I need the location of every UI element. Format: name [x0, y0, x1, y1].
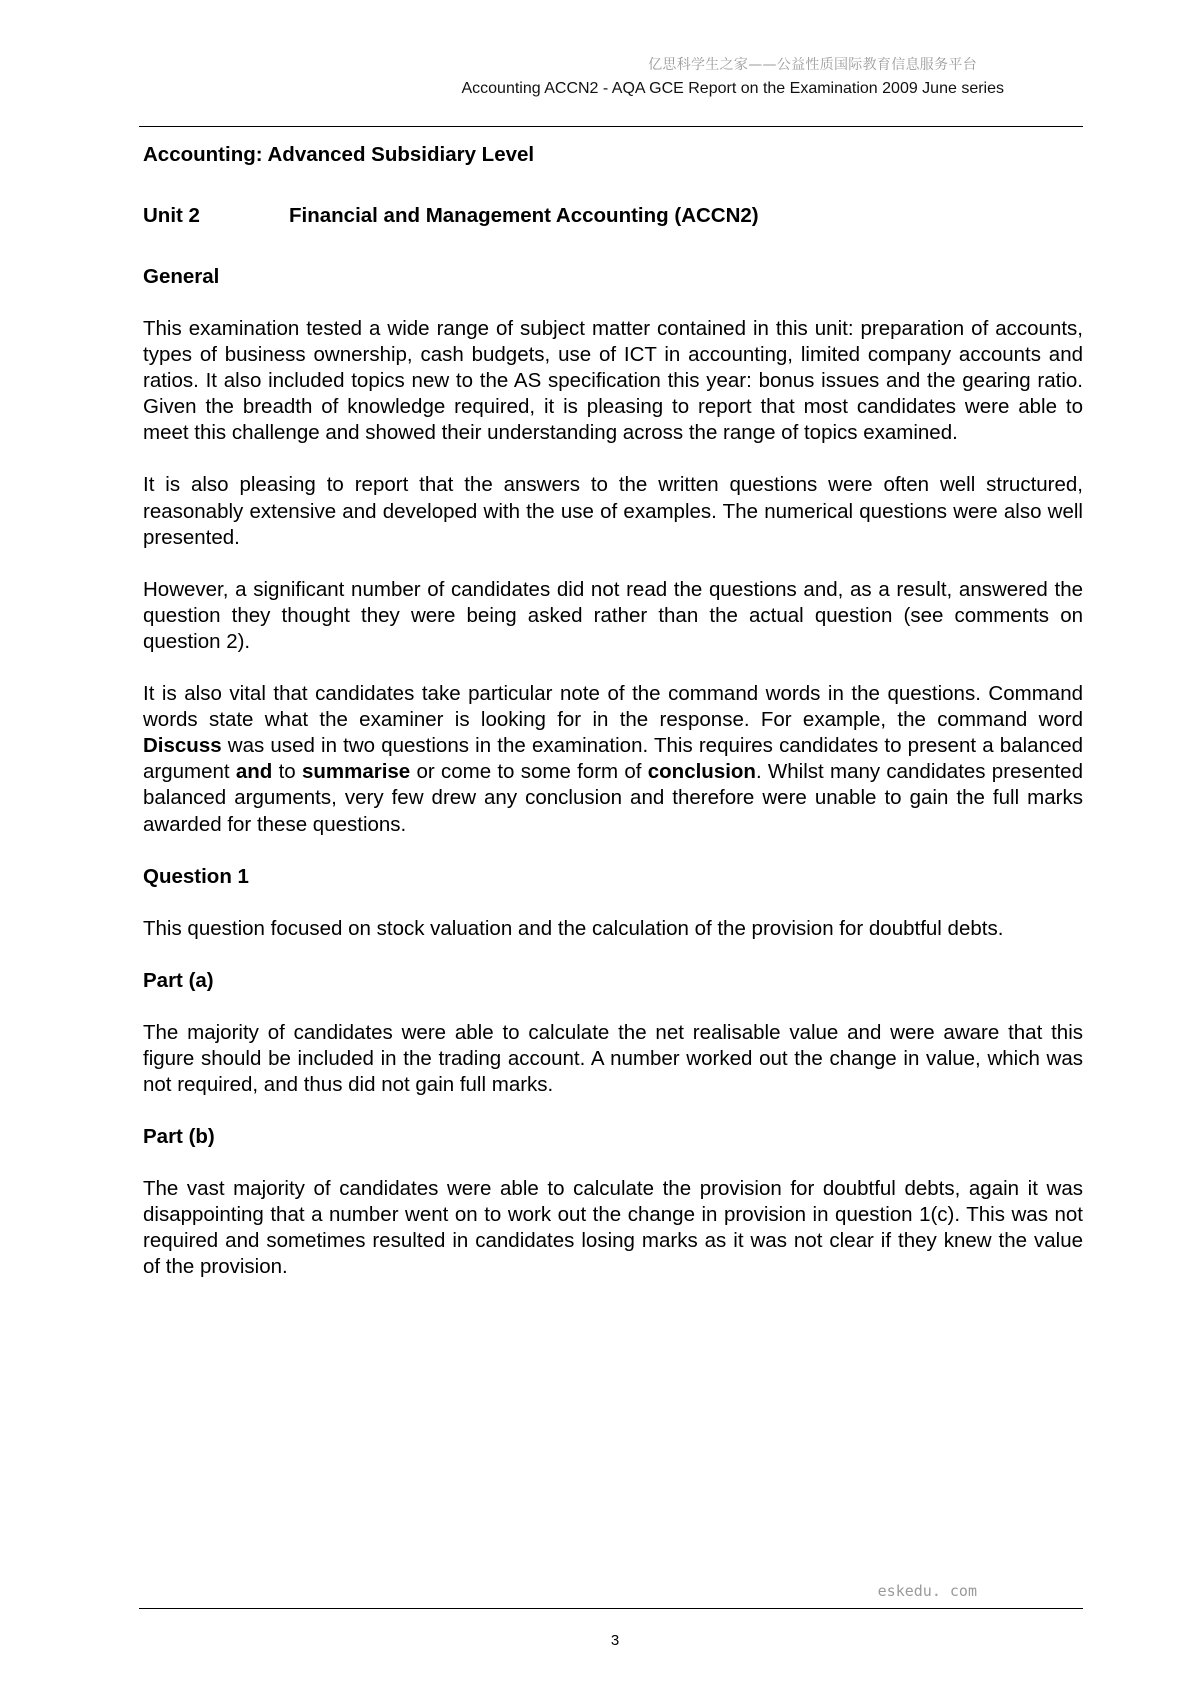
running-header: Accounting ACCN2 - AQA GCE Report on the Examination 2009 June series — [461, 80, 1004, 97]
general-heading: General — [143, 265, 220, 288]
page-number: 3 — [610, 1632, 620, 1649]
footer-watermark: eskedu. com — [877, 1582, 977, 1600]
text-run: It is also vital that candidates take particular note of the command words in the questions. Command words state what the examiner is looking for in the response. For example, the command word — [143, 682, 1083, 732]
unit-title: Financial and Management Accounting (ACCN2) — [289, 204, 759, 227]
command-word-discuss: Discuss — [143, 734, 222, 758]
report-body — [143, 142, 1083, 1280]
footer-rule — [139, 1608, 1083, 1609]
unit-heading — [143, 203, 1083, 229]
general-paragraph-3: However, a significant number of candidates did not read the questions and, as a result, answered the question they thought they were being asked rather than the actual question (see comments on question 2). — [143, 577, 1083, 653]
general-paragraph-4 — [143, 681, 1083, 838]
question-1-heading: Question 1 — [143, 864, 249, 888]
header-watermark: 亿思科学生之家——公益性质国际教育信息服务平台 — [648, 57, 977, 73]
document-title: Accounting: Advanced Subsidiary Level — [143, 143, 535, 166]
text-run: was used in two questions in the examination. This requires candidates to present a balanced argument — [143, 734, 1083, 784]
part-a-text: The majority of candidates were able to calculate the net realisable value and were aware that this figure should be included in the trading account. A number worked out the change in value, which was not required, and thus did not gain full marks. — [143, 1020, 1083, 1096]
general-paragraph-1: This examination tested a wide range of subject matter contained in this unit: preparation of accounts, types of business ownership, cash budgets, use of ICT in accounting, limited company accounts and ratios. It also included topics new to the AS specification this year: bonus issues and the gearing ratio. Given the breadth of knowledge required, it is pleasing to report that most candidates were able to meet this challenge and showed their understanding across the range of topics examined. — [143, 317, 1083, 445]
question-1-intro: This question focused on stock valuation and the calculation of the provision for doubtful debts. — [143, 916, 1004, 940]
emphasis-and: and — [235, 760, 273, 784]
unit-number: Unit 2 — [143, 204, 200, 227]
part-a-heading: Part (a) — [143, 968, 214, 992]
header-rule — [139, 126, 1083, 127]
emphasis-conclusion: conclusion — [647, 760, 756, 784]
general-paragraph-2: It is also pleasing to report that the answers to the written questions were often well structured, reasonably extensive and developed with the use of examples. The numerical questions were also well presented. — [143, 473, 1083, 549]
emphasis-summarise: summarise — [301, 760, 411, 784]
part-b-text: The vast majority of candidates were able to calculate the provision for doubtful debts, again it was disappointing that a number went on to work out the change in provision in question 1(c). This was not required and sometimes resulted in candidates losing marks as it was not clear if they knew the value of the provision. — [143, 1176, 1083, 1279]
part-b-heading: Part (b) — [143, 1124, 215, 1148]
text-run: or come to some form of — [410, 760, 648, 784]
text-run: to — [272, 760, 302, 784]
text-run: . Whilst many candidates presented balanced arguments, very few drew any conclusion and therefore were unable to gain the full marks awarded for these questions. — [143, 760, 1083, 836]
